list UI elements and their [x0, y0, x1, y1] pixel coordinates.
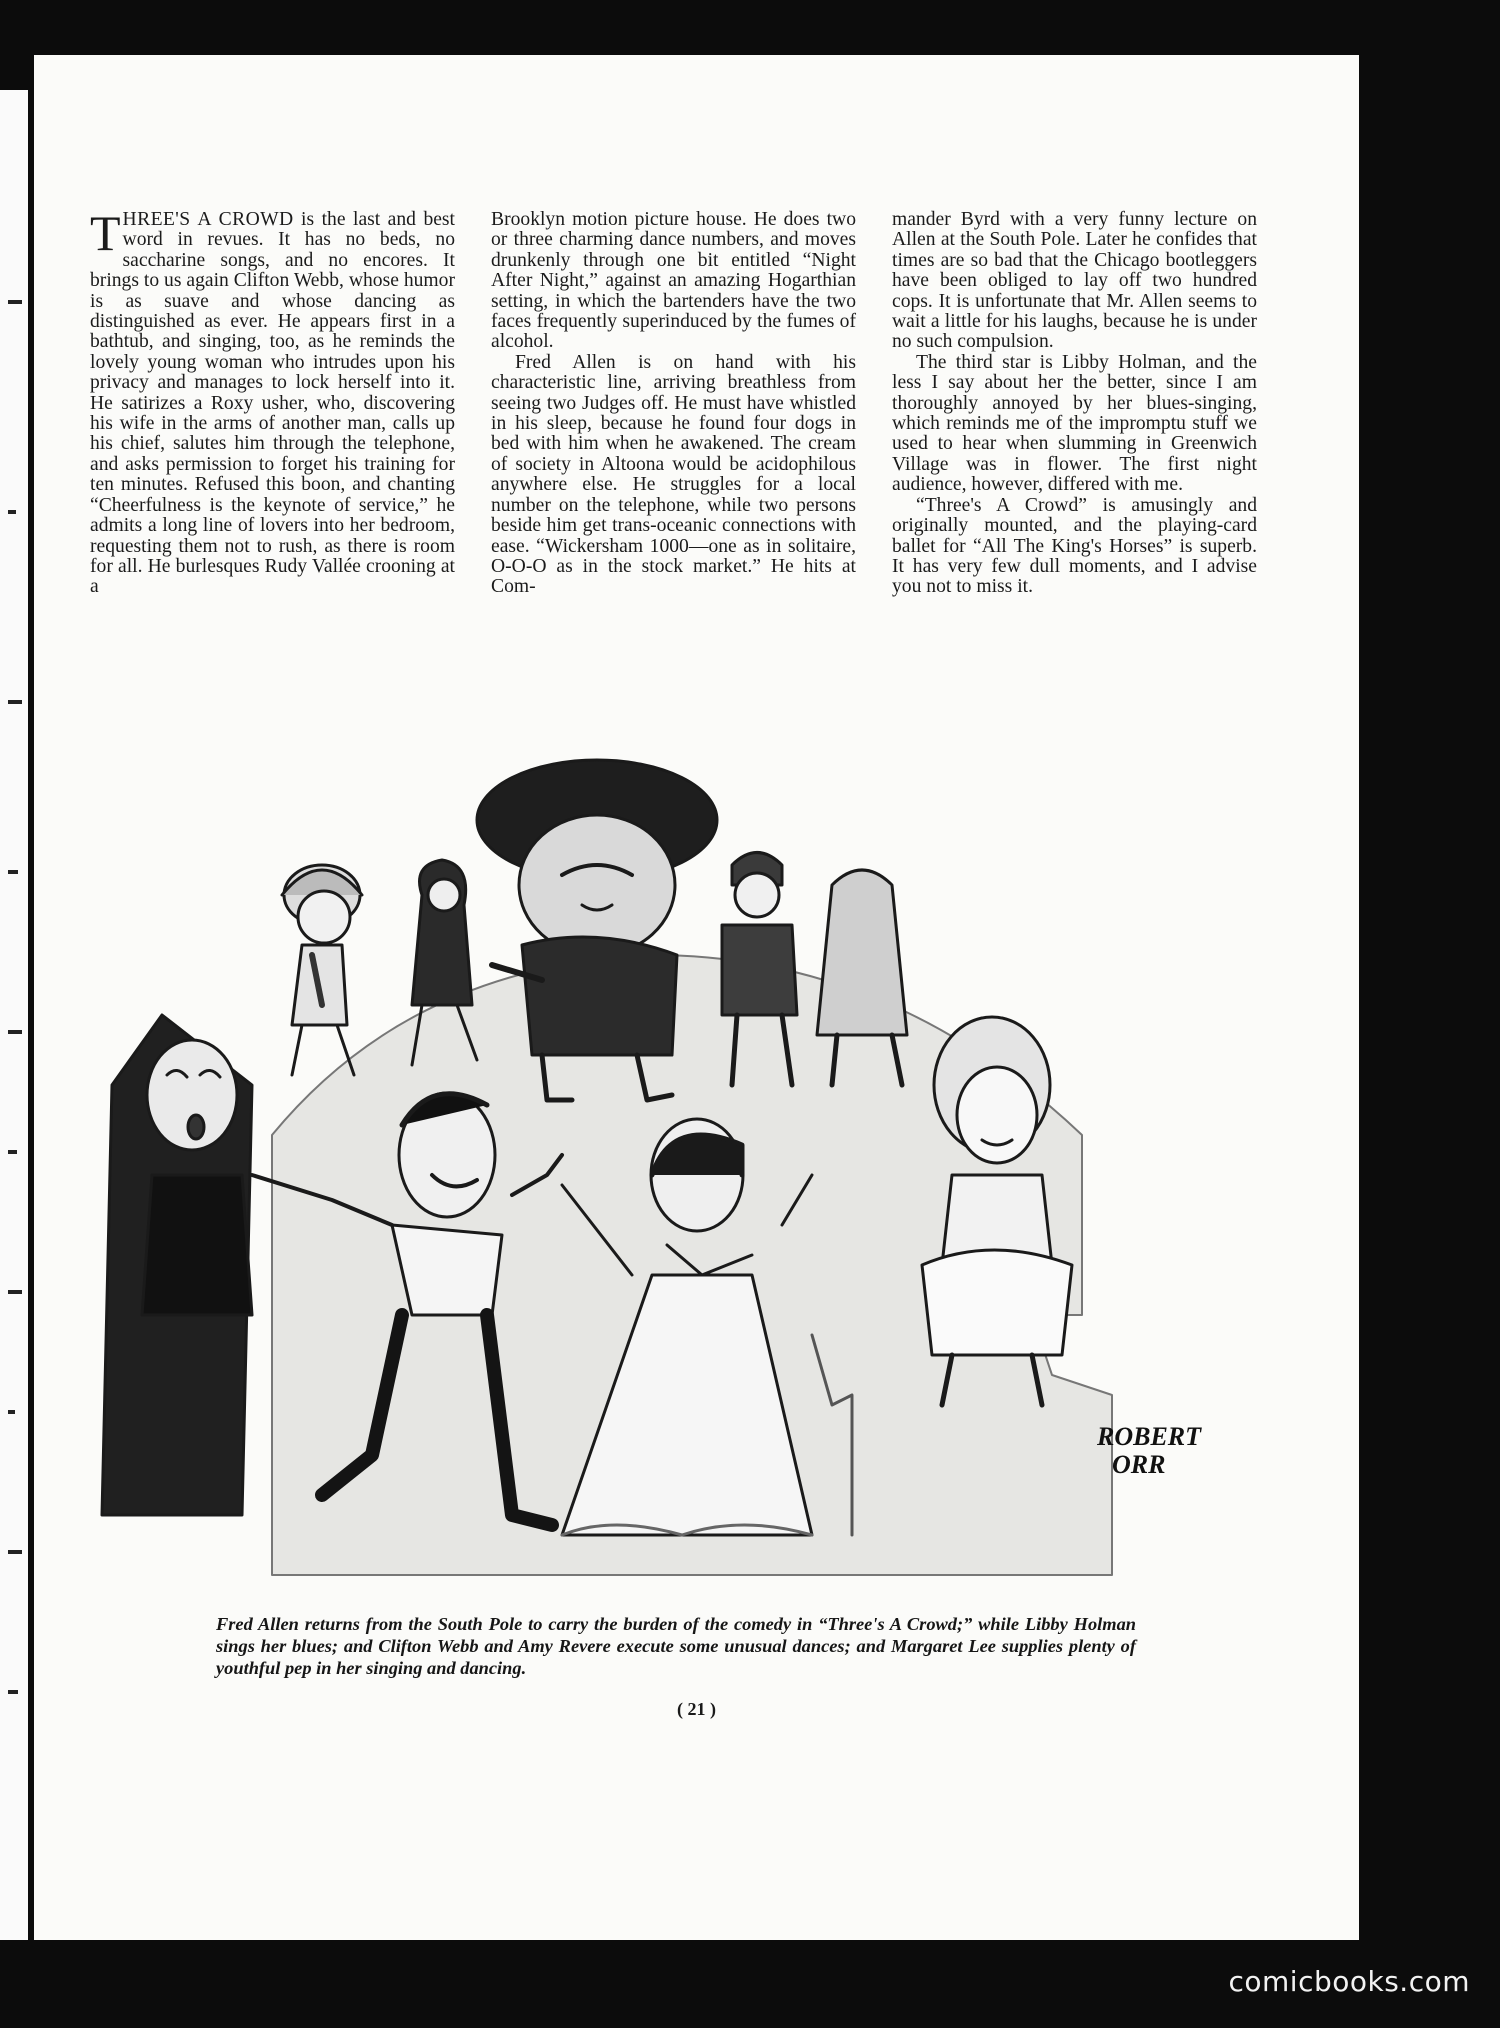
- column-3: [892, 210, 1257, 810]
- paragraph-text: is the last and best word in revues. It has no beds, no saccharine songs, and no encores. It brings to us again Clifton Webb, whose humor is as suave and whose dancing as distinguished as ever. He appears first in a bathtub, and singing, too, as he reminds the lovely young woman who intrudes upon his privacy and manages to lock herself into it. He satirizes a Roxy usher, who, discovering his wife in the arms of another man, calls up his chief, salutes him through the telephone, and asks permission to forget his training for ten minutes. Refused this boon, and chanting “Cheerfulness is the keynote of service,” he admits a long line of lovers into her bedroom, requesting them not to rush, as there is room for all. He burlesques Rudy Vallée crooning at a: [90, 209, 456, 598]
- illustration-caption: Fred Allen returns from the South Pole to carry the burden of the comedy in “Three's A Crowd;” while Libby Holman sings her blues; and Clifton Webb and Amy Revere execute some unusual dances; and Margaret Lee supplies plenty of youthful pep in her singing and dancing.: [216, 1614, 1136, 1678]
- magazine-page: [34, 55, 1359, 1940]
- safari-figure: [282, 865, 362, 1075]
- paragraph: The third star is Libby Holman, and the less I say about her the better, since I am thoroughly annoyed by her blues-singing, which reminds me of the impromptu stuff we used to hear when slumming in Greenwich Village was in flower. The first night audience, however, differed with me.: [892, 351, 1257, 496]
- paragraph: mander Byrd with a very funny lecture on Allen at the South Pole. Later he confides that times are so bad that the Chicago bootleggers have been obliged to lay off two hundred cops. It is unfortunate that Mr. Allen seems to wait a little for his laughs, because he is under no such compulsion.: [892, 209, 1257, 353]
- review-article: [90, 205, 1257, 810]
- watermark: comicbooks.com: [1228, 1965, 1470, 1998]
- paragraph: Fred Allen is on hand with his characteristic line, arriving breathless from seeing two Judges off. He must have whistled in his sleep, because he found four dogs in bed with him when he awakened. The cream of society in Altoona would be acidophilous anywhere else. He struggles for a local number on the telephone, while two persons beside him get trans-oceanic connections with ease. “Wickersham 1000—one as in solitaire, O-O-O as in the stock market.” He hits at Com-: [491, 351, 856, 598]
- column-1: [90, 205, 456, 810]
- caricature-illustration: [92, 755, 1244, 1585]
- torch-singer: [102, 1015, 252, 1515]
- page-number: ( 21 ): [677, 1699, 716, 1719]
- paragraph: Brooklyn motion picture house. He does two or three charming dance numbers, and moves drunkenly through one bit entitled “Night After Night,” against an amazing Hogarthian setting, in which the bartenders have the two faces frequently superinduced by the fumes of alcohol.: [491, 209, 856, 353]
- drop-cap: T: [90, 205, 121, 261]
- previous-page-edge: [0, 90, 28, 1940]
- column-2: [491, 210, 856, 810]
- lead-caps: HREE'S A CROWD: [122, 209, 294, 230]
- paragraph: [90, 205, 456, 598]
- artist-signature-line2: ORR: [1112, 1450, 1166, 1479]
- artist-signature-line1: ROBERT: [1097, 1422, 1202, 1451]
- paragraph: “Three's A Crowd” is amusingly and originally mounted, and the playing-card ballet for “All The King's Horses” is superb. It has very few dull moments, and I advise you not to miss it.: [892, 494, 1257, 598]
